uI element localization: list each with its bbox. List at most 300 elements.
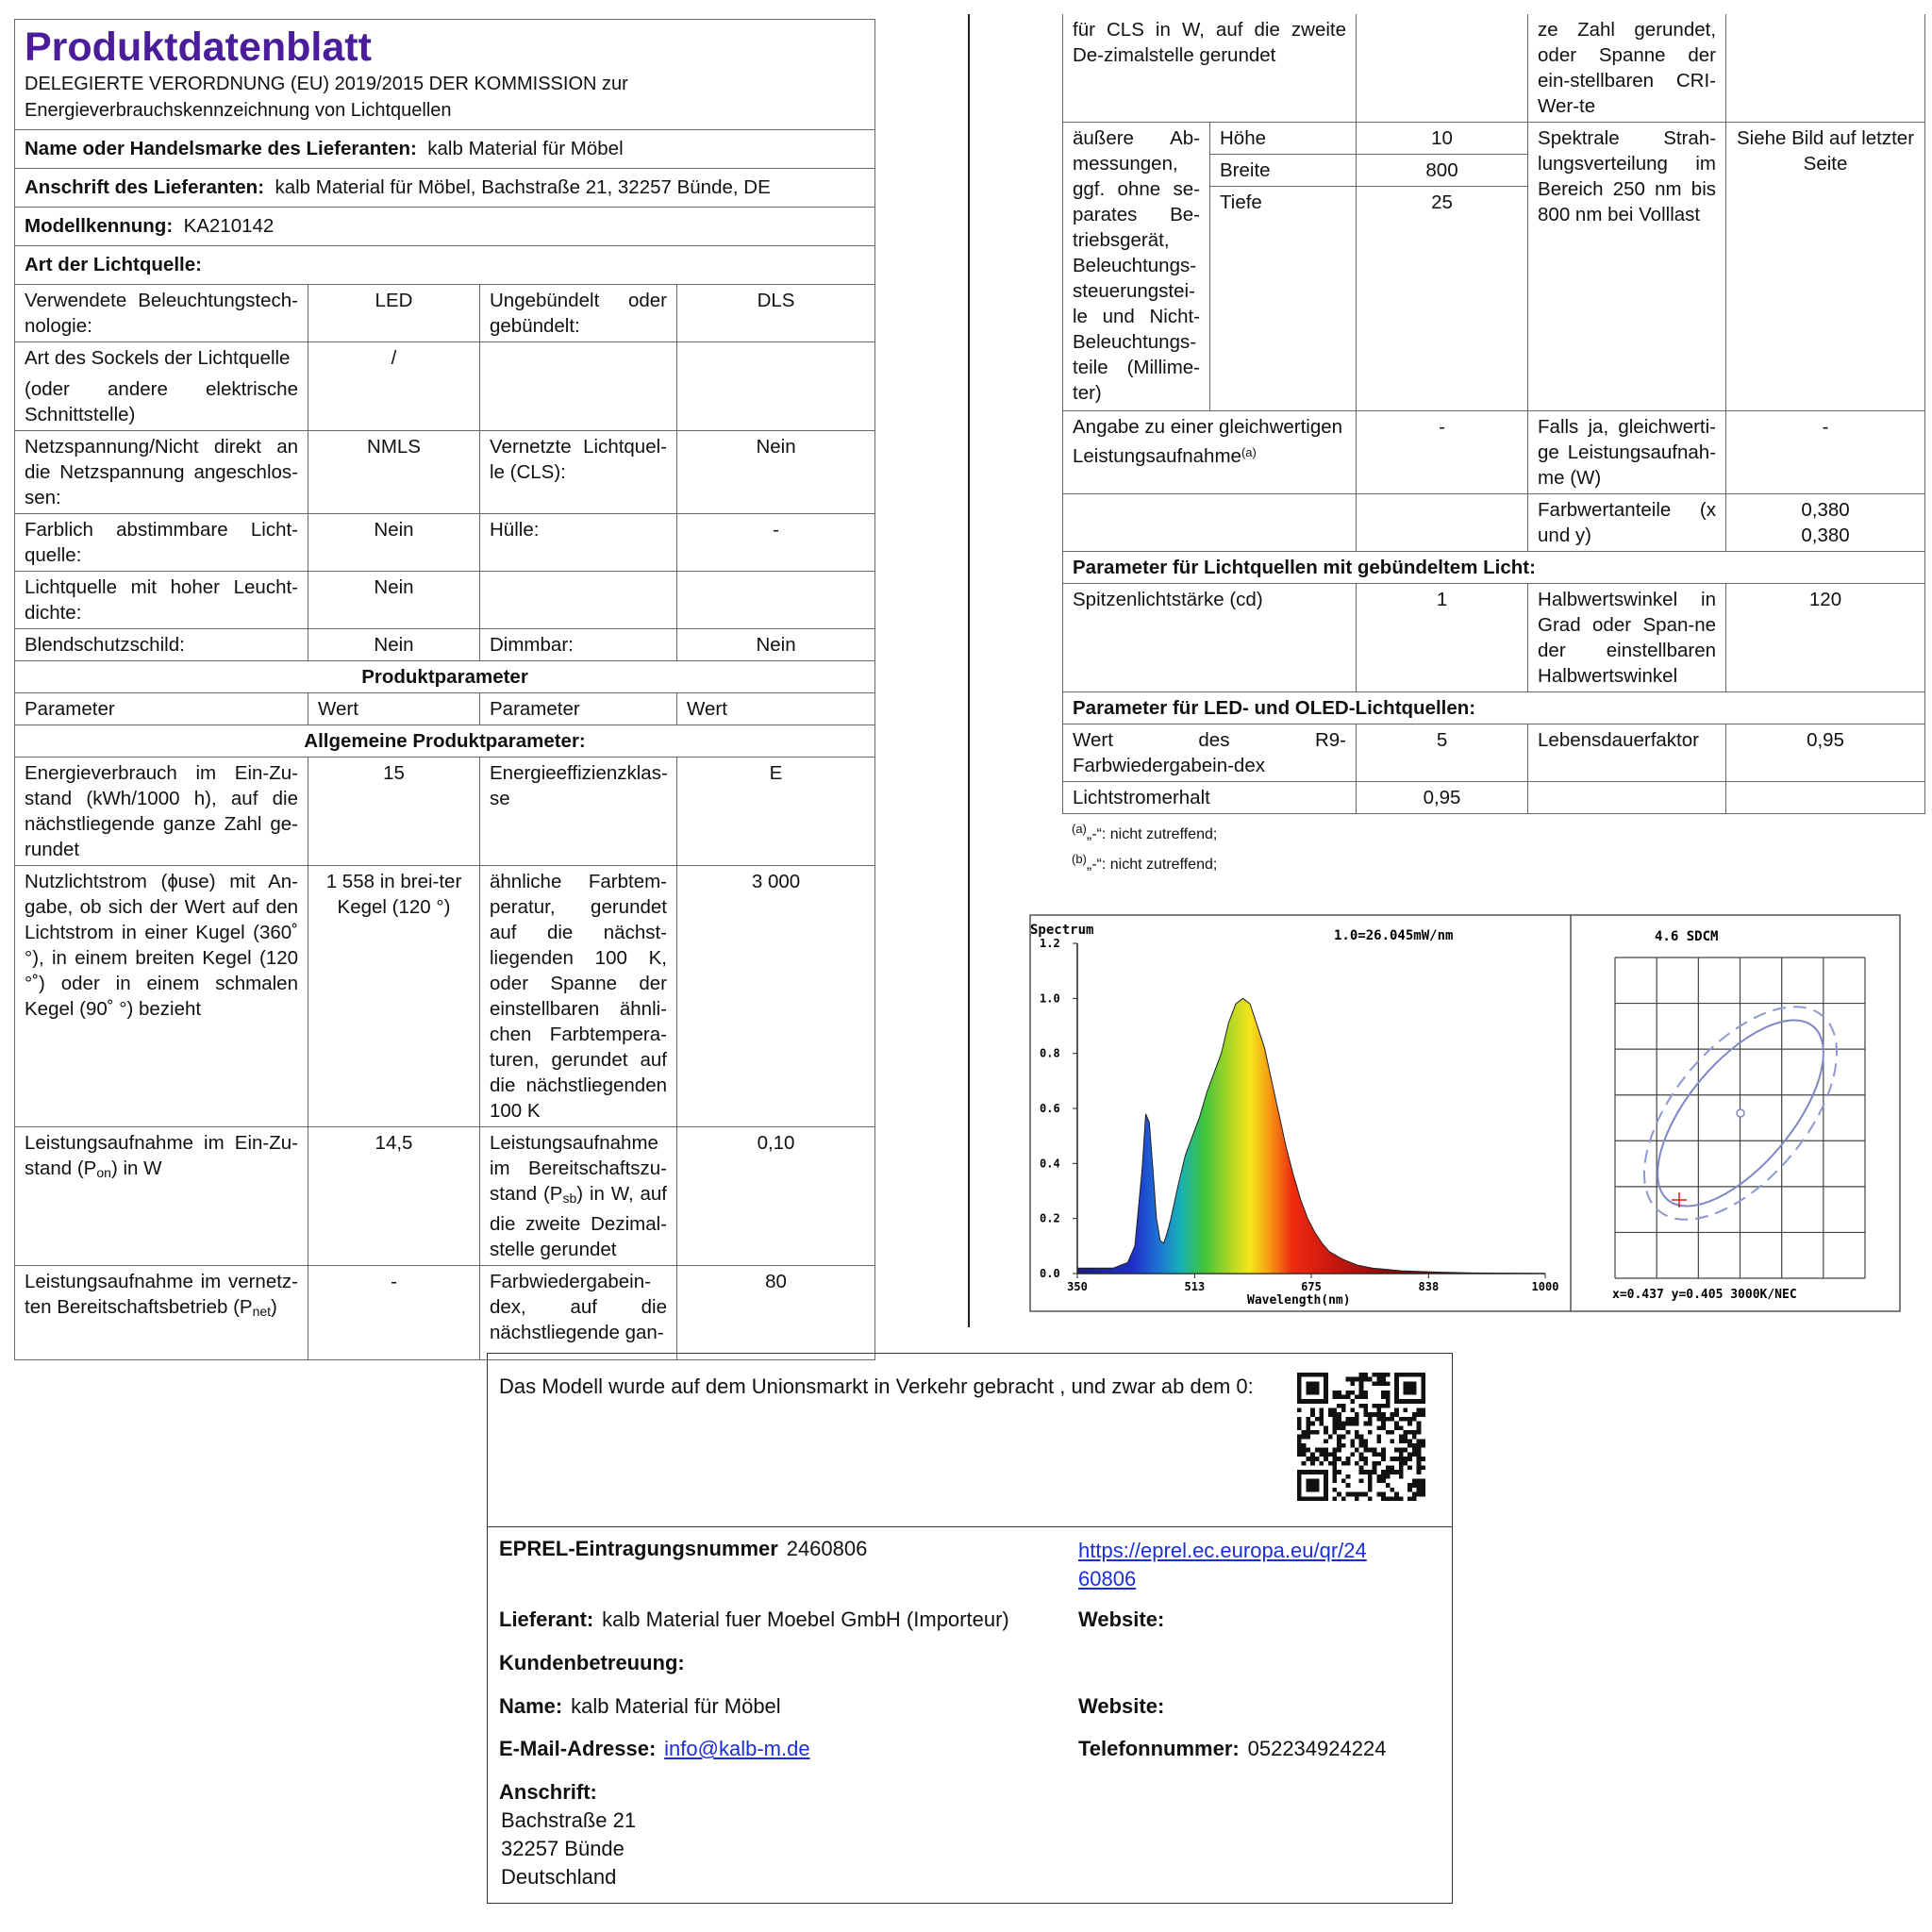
beam-angle-value: 120 <box>1726 584 1925 692</box>
qr-module <box>1381 1479 1386 1484</box>
qr-module <box>1333 1474 1338 1479</box>
energy-class-value: E <box>677 758 875 866</box>
qr-module <box>1324 1452 1328 1457</box>
qr-module <box>1373 1448 1377 1453</box>
qr-module <box>1310 1488 1315 1492</box>
qr-module <box>1337 1417 1341 1422</box>
email-line: E-Mail-Adresse: info@kalb-m.de <box>499 1737 810 1760</box>
width-value: 800 <box>1357 155 1528 187</box>
contact-name: Name: kalb Material für Möbel <box>499 1694 781 1718</box>
empty-cell <box>480 342 677 431</box>
qr-module <box>1363 1377 1368 1382</box>
qr-module <box>1404 1430 1408 1435</box>
qr-module <box>1368 1483 1373 1488</box>
phone-line: Telefonnummer: 052234924224 <box>1078 1737 1387 1760</box>
qr-module <box>1333 1496 1338 1501</box>
qr-module <box>1421 1457 1425 1461</box>
mains-value: NMLS <box>308 431 480 514</box>
qr-module <box>1381 1457 1386 1461</box>
page-title: Produktdatenblatt <box>25 25 372 70</box>
qr-module <box>1315 1391 1320 1395</box>
qr-module <box>1350 1452 1355 1457</box>
qr-module <box>1373 1381 1377 1386</box>
qr-module <box>1368 1417 1373 1422</box>
qr-module <box>1376 1373 1381 1377</box>
col-header-parameter: Parameter <box>480 693 677 725</box>
qr-module <box>1363 1408 1368 1413</box>
qr-module <box>1333 1479 1338 1484</box>
networked-standby-label: Leistungsaufnahme im vernetz-ten Bereitschaftsbetrieb $(P_{net})$ <box>15 1266 308 1360</box>
qr-module <box>1302 1461 1307 1466</box>
qr-module <box>1337 1457 1341 1461</box>
qr-module <box>1306 1373 1310 1377</box>
socket-label: Art des Sockels der Lichtquelle (oder andere elektrische Schnittstelle) <box>15 342 308 431</box>
tech-value: LED <box>308 285 480 342</box>
qr-module <box>1407 1483 1412 1488</box>
qr-module <box>1407 1452 1412 1457</box>
qr-module <box>1373 1465 1377 1470</box>
qr-module <box>1324 1373 1328 1377</box>
qr-module <box>1386 1391 1391 1395</box>
qr-module <box>1421 1443 1425 1448</box>
qr-module <box>1399 1448 1404 1453</box>
qr-module <box>1399 1465 1404 1470</box>
spectrum-xlabel: Wavelength(nm) <box>1247 1293 1351 1307</box>
qr-module <box>1404 1386 1408 1391</box>
qr-module <box>1337 1404 1341 1408</box>
x-tick-label: 1000 <box>1531 1280 1559 1293</box>
qr-module <box>1376 1425 1381 1430</box>
qr-module <box>1417 1408 1422 1413</box>
x-tick-label: 513 <box>1184 1280 1206 1293</box>
qr-module <box>1376 1492 1381 1497</box>
qr-module <box>1324 1488 1328 1492</box>
qr-module <box>1421 1492 1425 1497</box>
qr-module <box>1310 1381 1315 1386</box>
qr-module <box>1297 1394 1302 1399</box>
qr-module <box>1310 1479 1315 1484</box>
qr-module <box>1315 1479 1320 1484</box>
qr-module <box>1355 1422 1359 1426</box>
energy-consumption-value: 15 <box>308 758 480 866</box>
qr-module <box>1407 1381 1412 1386</box>
qr-module <box>1417 1492 1422 1497</box>
supplier-address-label: Anschrift des Lieferanten: <box>25 176 265 198</box>
qr-module <box>1310 1408 1315 1413</box>
survival-factor-value: 0,95 <box>1726 724 1925 782</box>
qr-module <box>1297 1425 1302 1430</box>
qr-module <box>1319 1412 1324 1417</box>
dimmable-value: Nein <box>677 629 875 661</box>
qr-module <box>1376 1474 1381 1479</box>
qr-module <box>1376 1404 1381 1408</box>
qr-module <box>1324 1391 1328 1395</box>
qr-module <box>1421 1373 1425 1377</box>
qr-module <box>1297 1470 1302 1474</box>
qr-module <box>1399 1461 1404 1466</box>
qr-module <box>1337 1443 1341 1448</box>
qr-module <box>1315 1386 1320 1391</box>
qr-module <box>1381 1391 1386 1395</box>
qr-module <box>1394 1386 1399 1391</box>
qr-module <box>1324 1381 1328 1386</box>
qr-module <box>1417 1443 1422 1448</box>
height-value: 10 <box>1357 123 1528 155</box>
bundled-label: Ungebündelt oder gebündelt: <box>480 285 677 342</box>
qr-module <box>1306 1417 1310 1422</box>
qr-module <box>1359 1377 1364 1382</box>
qr-module <box>1297 1448 1302 1453</box>
qr-module <box>1404 1417 1408 1422</box>
qr-module <box>1407 1399 1412 1404</box>
y-tick-label: 1.2 <box>1040 937 1060 950</box>
qr-module <box>1421 1408 1425 1413</box>
qr-module <box>1363 1412 1368 1417</box>
qr-module <box>1368 1430 1373 1435</box>
qr-module <box>1412 1417 1417 1422</box>
qr-code <box>1297 1373 1425 1501</box>
supplier-address-value: kalb Material für Möbel, Bachstraße 21, 32257 Bünde, DE <box>275 176 771 198</box>
qr-module <box>1421 1391 1425 1395</box>
qr-module <box>1324 1457 1328 1461</box>
regulation-text: DELEGIERTE VERORDNUNG (EU) 2019/2015 DER KOMMISSION zur Energieverbrauchskennzeichnung von Lichtquellen <box>25 74 628 121</box>
qr-module <box>1417 1412 1422 1417</box>
qr-module <box>1337 1435 1341 1440</box>
qr-module <box>1302 1496 1307 1501</box>
qr-module <box>1363 1404 1368 1408</box>
qr-module <box>1341 1425 1346 1430</box>
qr-module <box>1417 1452 1422 1457</box>
website-label-2: Website: <box>1078 1694 1165 1718</box>
qr-module <box>1302 1448 1307 1453</box>
qr-module <box>1394 1408 1399 1413</box>
qr-module <box>1407 1439 1412 1443</box>
qr-module <box>1404 1373 1408 1377</box>
qr-module <box>1417 1488 1422 1492</box>
qr-module <box>1297 1377 1302 1382</box>
qr-module <box>1359 1479 1364 1484</box>
qr-module <box>1417 1470 1422 1474</box>
height-label: Höhe <box>1210 123 1357 155</box>
spectrum-panel <box>1030 915 1900 1311</box>
qr-module <box>1302 1430 1307 1435</box>
cls-label: Vernetzte Lichtquel-le (CLS): <box>480 431 677 514</box>
qr-module <box>1399 1470 1404 1474</box>
customer-service-label: Kundenbetreuung: <box>499 1651 685 1674</box>
qr-module <box>1306 1425 1310 1430</box>
left-sheet <box>14 19 874 1343</box>
cri-cont: ze Zahl gerundet, oder Spanne der ein-stellbaren CRI-Wer-te <box>1528 14 1726 123</box>
qr-module <box>1407 1488 1412 1492</box>
qr-module <box>1306 1430 1310 1435</box>
qr-module <box>1412 1492 1417 1497</box>
qr-module <box>1306 1488 1310 1492</box>
qr-module <box>1319 1417 1324 1422</box>
qr-module <box>1350 1399 1355 1404</box>
email-link[interactable]: info@kalb-m.de <box>664 1737 810 1760</box>
qr-module <box>1337 1448 1341 1453</box>
empty-cell <box>1063 494 1357 552</box>
y-tick-label: 0.0 <box>1040 1267 1060 1280</box>
qr-module <box>1376 1435 1381 1440</box>
qr-module <box>1310 1483 1315 1488</box>
qr-module <box>1346 1430 1351 1435</box>
qr-module <box>1333 1412 1338 1417</box>
qr-module <box>1399 1373 1404 1377</box>
qr-module <box>1328 1435 1333 1440</box>
qr-module <box>1399 1474 1404 1479</box>
qr-module <box>1386 1430 1391 1435</box>
empty-cell <box>1726 782 1925 814</box>
qr-module <box>1297 1474 1302 1479</box>
chromaticity-value: 0,380 0,380 <box>1726 494 1925 552</box>
qr-module <box>1412 1483 1417 1488</box>
cct-label: ähnliche Farbtem-peratur, gerundet auf die nächst-liegenden 100 K, oder Spanne der einstellbaren ähnli-chen Farbtempera-turen, gerundet auf die nächstliegenden 100 K <box>480 866 677 1127</box>
qr-module <box>1346 1474 1351 1479</box>
qr-module <box>1368 1377 1373 1382</box>
qr-module <box>1390 1430 1394 1435</box>
qr-module <box>1297 1417 1302 1422</box>
qr-module <box>1368 1488 1373 1492</box>
qr-module <box>1306 1470 1310 1474</box>
qr-module <box>1363 1461 1368 1466</box>
right-sheet <box>1062 14 1924 877</box>
datasheet-right-table <box>1062 14 1925 814</box>
qr-module <box>1319 1496 1324 1501</box>
qr-module <box>1386 1381 1391 1386</box>
qr-module <box>1390 1439 1394 1443</box>
qr-module <box>1363 1394 1368 1399</box>
qr-module <box>1297 1443 1302 1448</box>
qr-module <box>1394 1399 1399 1404</box>
qr-module <box>1346 1457 1351 1461</box>
led-params-heading: Parameter für LED- und OLED-Lichtquellen: <box>1063 692 1925 724</box>
qr-module <box>1346 1422 1351 1426</box>
qr-module <box>1421 1465 1425 1470</box>
market-entry-text: Das Modell wurde auf dem Unionsmarkt in Verkehr gebracht , und zwar ab dem 0: <box>499 1374 1254 1398</box>
qr-module <box>1394 1381 1399 1386</box>
qr-module <box>1324 1448 1328 1453</box>
qr-module <box>1328 1452 1333 1457</box>
qr-module <box>1390 1496 1394 1501</box>
qr-module <box>1407 1386 1412 1391</box>
equivalent-w-label: Falls ja, gleichwerti-ge Leistungsaufnah-me (W) <box>1528 411 1726 494</box>
qr-module <box>1421 1483 1425 1488</box>
qr-module <box>1333 1394 1338 1399</box>
product-params-heading: Produktparameter <box>15 661 875 693</box>
peak-intensity-value: 1 <box>1357 584 1528 692</box>
qr-module <box>1306 1399 1310 1404</box>
on-mode-power-value: 14,5 <box>308 1127 480 1266</box>
qr-module <box>1390 1417 1394 1422</box>
qr-module <box>1302 1373 1307 1377</box>
qr-module <box>1350 1417 1355 1422</box>
qr-module <box>1399 1452 1404 1457</box>
colour-tunable-value: Nein <box>308 514 480 572</box>
qr-module <box>1412 1448 1417 1453</box>
qr-module <box>1297 1435 1302 1440</box>
qr-module <box>1381 1381 1386 1386</box>
qr-module <box>1421 1394 1425 1399</box>
datasheet-left-table <box>14 19 875 1360</box>
qr-module <box>1394 1496 1399 1501</box>
model-label: Modellkennung: <box>25 215 174 237</box>
qr-module <box>1355 1377 1359 1382</box>
qr-module <box>1404 1381 1408 1386</box>
qr-module <box>1324 1483 1328 1488</box>
qr-module <box>1363 1443 1368 1448</box>
qr-module <box>1324 1425 1328 1430</box>
qr-module <box>1376 1377 1381 1382</box>
qr-module <box>1333 1448 1338 1453</box>
qr-module <box>1319 1461 1324 1466</box>
qr-module <box>1412 1386 1417 1391</box>
qr-module <box>1306 1422 1310 1426</box>
eprel-footer-box <box>487 1353 1453 1904</box>
equivalent-w-value: - <box>1726 411 1925 494</box>
qr-module <box>1302 1399 1307 1404</box>
qr-module <box>1346 1391 1351 1395</box>
qr-module <box>1319 1422 1324 1426</box>
sdcm-readout: x=0.437 y=0.405 3000K/NEC <box>1612 1288 1797 1302</box>
qr-module <box>1319 1470 1324 1474</box>
sdcm-title: 4.6 SDCM <box>1655 929 1719 944</box>
qr-module <box>1333 1461 1338 1466</box>
qr-module <box>1381 1377 1386 1382</box>
qr-module <box>1359 1457 1364 1461</box>
qr-module <box>1359 1465 1364 1470</box>
qr-module <box>1417 1430 1422 1435</box>
qr-module <box>1319 1399 1324 1404</box>
qr-module <box>1333 1488 1338 1492</box>
qr-module <box>1381 1422 1386 1426</box>
standby-power-value: 0,10 <box>677 1127 875 1266</box>
mains-label: Netzspannung/Nicht direkt an die Netzspannung angeschlos-sen: <box>15 431 308 514</box>
qr-module <box>1306 1483 1310 1488</box>
eprel-link[interactable]: https://eprel.ec.europa.eu/qr/24 60806 <box>1078 1539 1367 1591</box>
qr-module <box>1350 1377 1355 1382</box>
qr-module <box>1417 1373 1422 1377</box>
qr-module <box>1412 1373 1417 1377</box>
qr-module <box>1404 1408 1408 1413</box>
col-header-value: Wert <box>677 693 875 725</box>
qr-module <box>1341 1435 1346 1440</box>
qr-module <box>1359 1439 1364 1443</box>
qr-module <box>1341 1496 1346 1501</box>
qr-module <box>1368 1470 1373 1474</box>
qr-module <box>1417 1465 1422 1470</box>
title-row <box>15 20 875 130</box>
qr-module <box>1306 1457 1310 1461</box>
qr-module <box>1368 1479 1373 1484</box>
qr-module <box>1302 1435 1307 1440</box>
width-label: Breite <box>1210 155 1357 187</box>
light-type-heading: Art der Lichtquelle: <box>15 246 875 285</box>
dls-params-heading: Parameter für Lichtquellen mit gebündeltem Licht: <box>1063 552 1925 584</box>
qr-module <box>1315 1488 1320 1492</box>
qr-module <box>1359 1394 1364 1399</box>
qr-module <box>1324 1399 1328 1404</box>
qr-module <box>1319 1448 1324 1453</box>
bundled-value: DLS <box>677 285 875 342</box>
qr-module <box>1324 1470 1328 1474</box>
qr-module <box>1297 1381 1302 1386</box>
qr-module <box>1341 1443 1346 1448</box>
qr-module <box>1315 1470 1320 1474</box>
eprel-number: EPREL-Eintragungsnummer 2460806 <box>499 1537 868 1560</box>
qr-module <box>1324 1492 1328 1497</box>
footnote-a: $^{(a)}$„-“: nicht zutreffend; <box>1072 822 1218 842</box>
qr-module <box>1376 1412 1381 1417</box>
supplier-name-label: Name oder Handelsmarke des Lieferanten: <box>25 138 417 159</box>
qr-module <box>1386 1465 1391 1470</box>
qr-module <box>1346 1377 1351 1382</box>
beam-angle-label: Halbwertswinkel in Grad oder Span-ne der einstellbaren Halbwertswinkel <box>1528 584 1726 692</box>
qr-module <box>1337 1439 1341 1443</box>
qr-module <box>1404 1448 1408 1453</box>
qr-module <box>1302 1452 1307 1457</box>
qr-module <box>1359 1470 1364 1474</box>
qr-module <box>1324 1479 1328 1484</box>
qr-module <box>1297 1373 1302 1377</box>
qr-module <box>1359 1373 1364 1377</box>
qr-module <box>1381 1417 1386 1422</box>
qr-module <box>1412 1435 1417 1440</box>
qr-module <box>1306 1496 1310 1501</box>
qr-module <box>1341 1461 1346 1466</box>
qr-module <box>1373 1470 1377 1474</box>
glare-value: Nein <box>308 629 480 661</box>
qr-module <box>1381 1492 1386 1497</box>
qr-module <box>1297 1479 1302 1484</box>
qr-module <box>1368 1448 1373 1453</box>
qr-module <box>1381 1474 1386 1479</box>
qr-module <box>1390 1488 1394 1492</box>
colour-tunable-label: Farblich abstimmbare Licht-quelle: <box>15 514 308 572</box>
qr-module <box>1386 1394 1391 1399</box>
qr-module <box>1315 1457 1320 1461</box>
qr-module <box>1341 1479 1346 1484</box>
qr-module <box>1355 1394 1359 1399</box>
qr-module <box>1407 1496 1412 1501</box>
r9-label: Wert des R9-Farbwiedergabein-dex <box>1063 724 1357 782</box>
lumen-maintenance-label: Lichtstromerhalt <box>1063 782 1357 814</box>
cri-label: Farbwiedergabein-dex, auf die nächstliegende gan- <box>480 1266 677 1360</box>
qr-module <box>1421 1439 1425 1443</box>
qr-module <box>1355 1492 1359 1497</box>
qr-module <box>1394 1422 1399 1426</box>
qr-module <box>1421 1479 1425 1484</box>
qr-module <box>1421 1381 1425 1386</box>
qr-module <box>1297 1483 1302 1488</box>
qr-module <box>1399 1425 1404 1430</box>
model-value: KA210142 <box>183 215 275 237</box>
qr-module <box>1333 1425 1338 1430</box>
qr-module <box>1368 1474 1373 1479</box>
envelope-value: - <box>677 514 875 572</box>
address-block: Bachstraße 21 32257 Bünde Deutschland <box>501 1808 637 1889</box>
qr-module <box>1407 1422 1412 1426</box>
qr-module <box>1350 1492 1355 1497</box>
dimmable-label: Dimmbar: <box>480 629 677 661</box>
qr-module <box>1324 1439 1328 1443</box>
sdcm-center-point <box>1737 1109 1744 1117</box>
qr-module <box>1315 1448 1320 1453</box>
qr-module <box>1390 1465 1394 1470</box>
qr-module <box>1315 1373 1320 1377</box>
r9-value: 5 <box>1357 724 1528 782</box>
qr-module <box>1407 1465 1412 1470</box>
